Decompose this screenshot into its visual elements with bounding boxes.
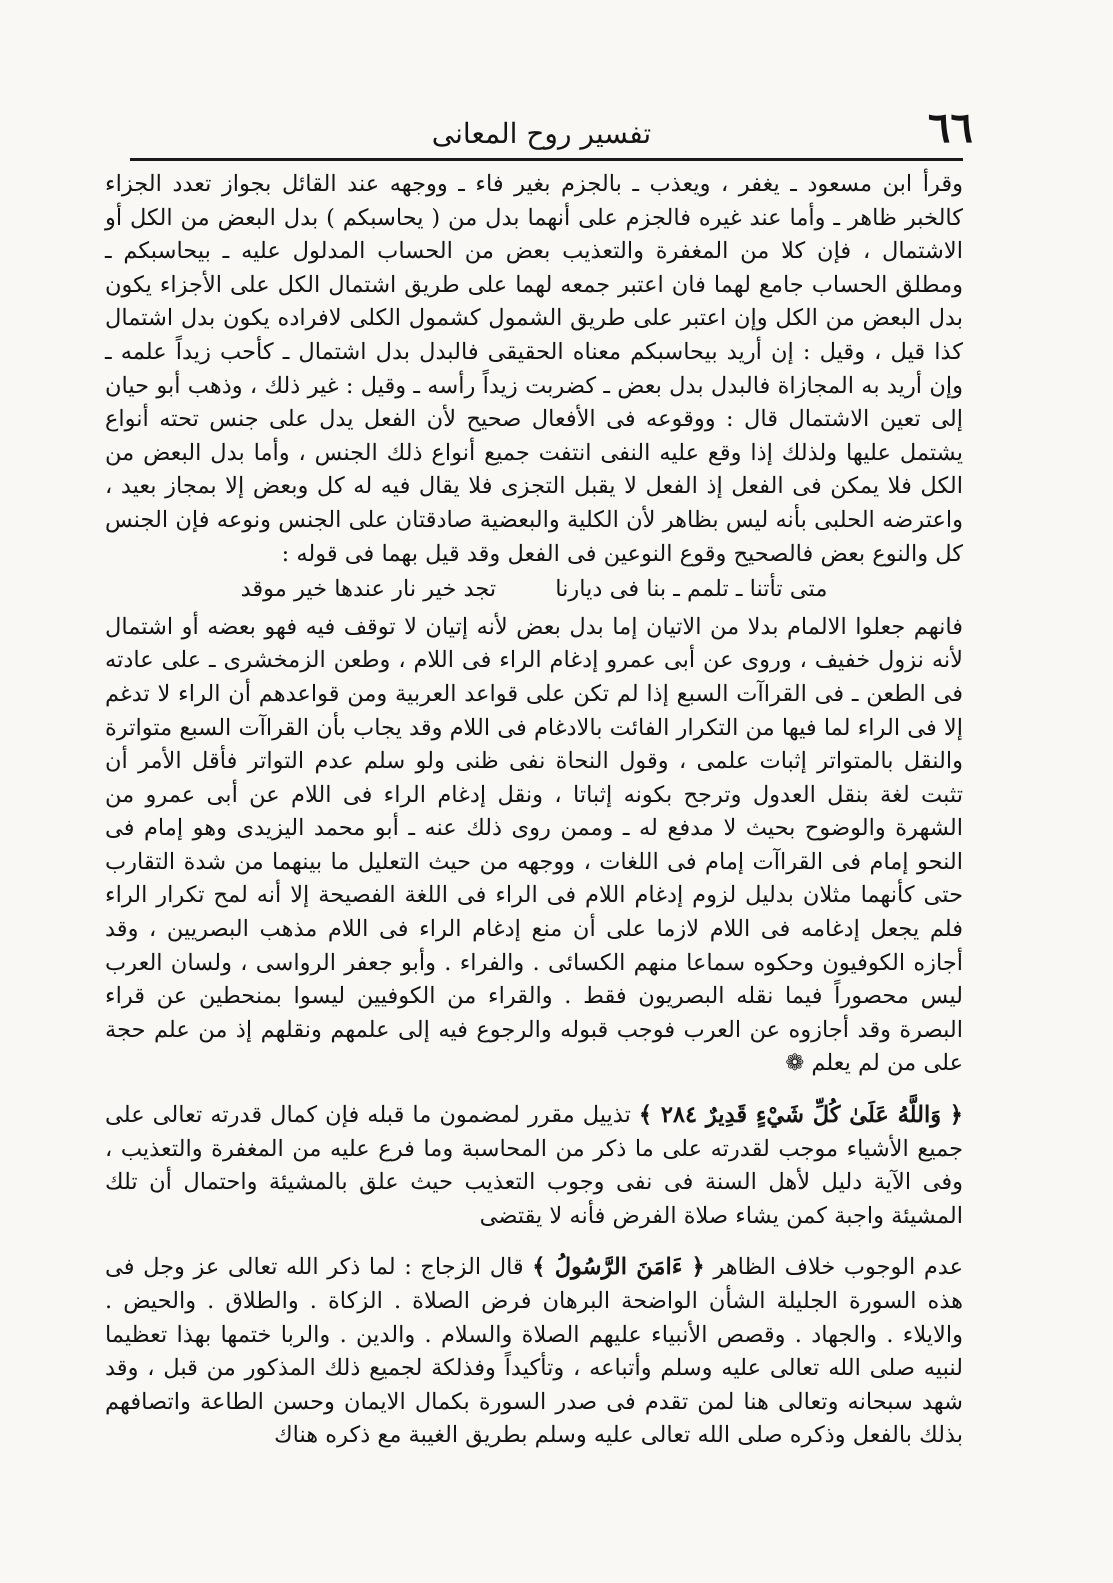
paragraph-amana-rasul [105, 1251, 963, 1453]
poem-second-hemistich: تجد خير نار عندها خير موقد [240, 576, 497, 603]
quran-verse-ref: ﴿ ءَامَنَ الرَّسُولُ ﴾ [532, 1254, 705, 1281]
paragraph-gap [105, 1081, 963, 1099]
page-number: ٦٦ [927, 103, 973, 152]
page-body [105, 168, 963, 1453]
paragraph-gap [105, 1233, 963, 1251]
poem-first-hemistich: متى تأتنا ـ تلمم ـ بنا فى ديارنا [555, 576, 828, 603]
quran-verse-ref: ﴿ وَاللَّهُ عَلَىٰ كُلِّ شَيْءٍ قَدِيرٌ ٢٨٤ ﴾ [638, 1102, 963, 1129]
header-divider [130, 158, 963, 161]
book-title: تفسير روح المعانى [431, 117, 652, 150]
paragraph-idgham: فانهم جعلوا الالمام بدلا من الاتيان إما بدل بعض لأنه إتيان لا توقف فيه فهو بعضه أو اشتمال لأنه نزول خفيف ، وروى عن أبى عمرو إدغام الراء فى اللام ، وطعن الزمخشرى ـ على عادته فى الطعن ـ فى القراآت السبع إذا لم تكن على قواعد العربية ومن قواعدهم أن الراء لا تدغم إلا فى الراء لما فيها من التكرار الفائت بالادغام فى اللام وقد يجاب بأن القراآت السبع متواترة والنقل بالمتواتر إثبات علمى ، وقول النحاة نفى ظنى ولو سلم عدم التواتر فأقل الأمر أن تثبت لغة بنقل العدول وترجح بكونه إثباتا ، ونقل إدغام الراء فى اللام عن أبى عمرو من الشهرة والوضوح بحيث لا مدفع له ـ وممن روى ذلك عنه ـ أبو محمد اليزيدى وهو إمام فى النحو إمام فى القراآت إمام فى اللغات ، ووجهه من حيث التعليل ما بينهما من شدة التقارب حتى كأنهما مثلان بدليل لزوم إدغام اللام فى الراء فى اللغة الفصيحة إلا أنه لمح تكرار الراء فلم يجعل إدغامه فى اللام لازما على أن منع إدغام الراء فى اللام مذهب البصريين ، وقد أجازه الكوفيون وحكوه سماعا منهم الكسائى . والفراء . وأبو جعفر الرواسى ، ولسان العرب ليس محصوراً فيما نقله البصريون فقط . والقراء من الكوفيين ليسوا بمنحطين عن قراء البصرة وقد أجازوه عن العرب فوجب قبوله والرجوع فيه إلى علمهم ونقلهم إذ من علم حجة على من لم يعلم ❁ [105, 613, 963, 1077]
paragraph-verse-284 [105, 1099, 963, 1233]
paragraph-lead: عدم الوجوب خلاف الظاهر [704, 1254, 963, 1281]
paragraph-rest: قال الزجاج : لما ذكر الله تعالى عز وجل فى هذه السورة الجليلة الشأن الواضحة البرهان فرض الصلاة . الزكاة . والطلاق . والحيض . والايلاء . والجهاد . وقصص الأنبياء عليهم الصلاة والسلام . والدين . والربا ختمها بهذا تعظيما لنبيه صلى الله تعالى عليه وسلم وأتباعه ، وتأكيداً وفذلكة لجميع ذلك المذكور من قبل ، وقد شهد سبحانه وتعالى هنا لمن تقدم فى صدر السورة بكمال الايمان وحسن الطاعة واتصافهم بذلك بالفعل وذكره صلى الله تعالى عليه وسلم بطريق الغيبة مع ذكره هناك [105, 1254, 963, 1449]
paragraph-qiraat: وقرأ ابن مسعود ـ يغفر ، ويعذب ـ بالجزم بغير فاء ـ ووجهه عند القائل بجواز تعدد الجزاء كالخبر ظاهر ـ وأما عند غيره فالجزم على أنهما بدل من ( يحاسبكم ) بدل البعض من الكل أو الاشتمال ، فإن كلا من المغفرة والتعذيب بعض من الحساب المدلول عليه ـ بيحاسبكم ـ ومطلق الحساب جامع لهما فان اعتبر جمعه لهما على طريق اشتمال الكل على الأجزاء يكون بدل البعض من الكل وإن اعتبر على طريق الشمول كشمول الكلى لافراده يكون بدل اشتمال كذا قيل ، وقيل : إن أريد بيحاسبكم معناه الحقيقى فالبدل بدل اشتمال ـ كأحب زيداً علمه ـ وإن أريد به المجازاة فالبدل بدل بعض ـ كضربت زيداً رأسه ـ وقيل : غير ذلك ، وذهب أبو حيان إلى تعين الاشتمال قال : ووقوعه فى الأفعال صحيح لأن الفعل يدل على جنس تحته أنواع يشتمل عليها ولذلك إذا وقع عليه النفى انتفت جميع أنواع ذلك الجنس ، وأما بدل البعض من الكل فلا يمكن فى الفعل إذ الفعل لا يقبل التجزى فلا يقال فيه له كل وبعض إلا بمجاز بعيد ، واعترضه الحلبى بأنه ليس بظاهر لأن الكلية والبعضية صادقتان على الجنس ونوعه فإن الجنس كل والنوع بعض فالصحيح وقوع النوعين فى الفعل وقد قيل بهما فى قوله : [105, 171, 963, 567]
poem-verse [105, 573, 963, 607]
verse-commentary: تذييل مقرر لمضمون ما قبله فإن كمال قدرته تعالى على جميع الأشياء موجب لقدرته على ما ذكر من المحاسبة وما فرع عليه من المغفرة والتعذيب ، وفى الآية دليل لأهل السنة فى نفى وجوب التعذيب حيث علق بالمشيئة واحتمال أن تلك المشيئة واجبة كمن يشاء صلاة الفرض فأنه لا يقتضى [105, 1102, 963, 1229]
page-header [120, 103, 973, 156]
